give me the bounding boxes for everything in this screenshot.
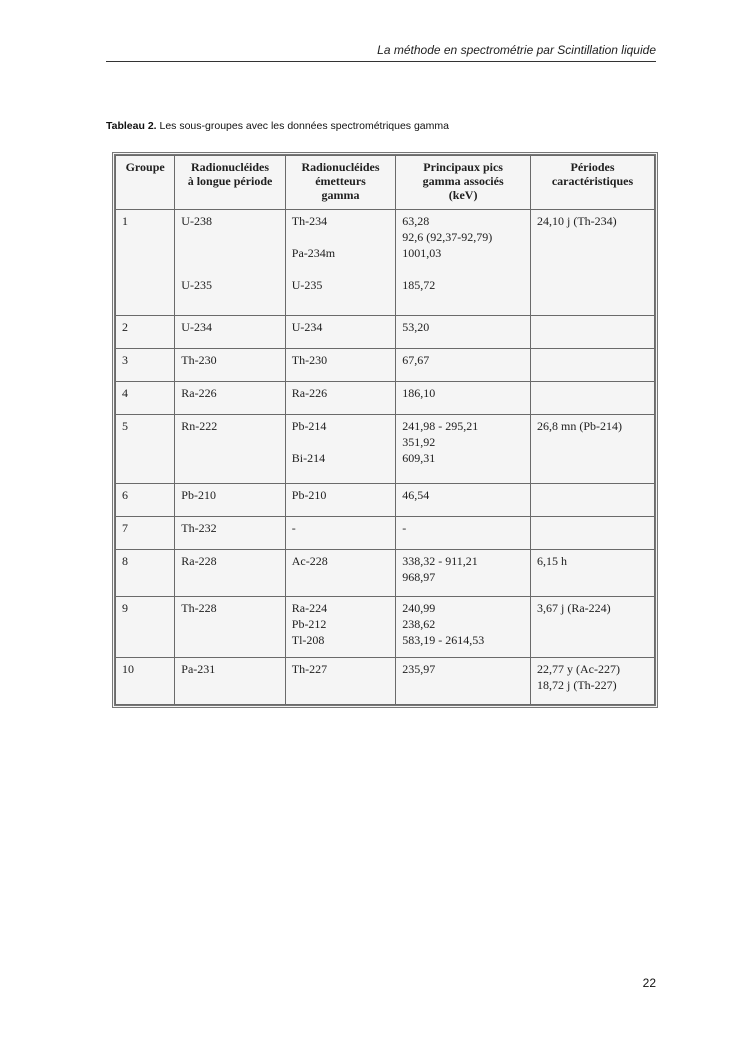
cell-pics <box>396 210 531 316</box>
table-header-row <box>116 156 655 210</box>
header-rule <box>106 61 656 62</box>
cell-groupe <box>116 484 175 517</box>
cell-line: Th-234 <box>291 214 328 228</box>
cell-line: 22,77 y (Ac-227) <box>537 662 620 677</box>
header-periodes: Périodes caractéristiques <box>531 156 655 210</box>
cell-line: 67,67 <box>402 352 430 367</box>
cell-line: 238,62 <box>402 616 436 631</box>
table-row <box>116 550 655 597</box>
cell-line: 53,20 <box>402 319 430 334</box>
cell-line: 235,97 <box>402 662 436 677</box>
cell-line: Th-230 <box>181 352 217 367</box>
cell-line: 1 <box>122 214 128 228</box>
cell-line: 1001,03 <box>402 246 442 260</box>
cell-line: 5 <box>122 418 128 433</box>
table-row <box>116 315 655 348</box>
cell-line <box>292 434 389 450</box>
cell-groupe <box>116 348 175 381</box>
cell-pics <box>396 596 531 657</box>
cell-line: Ra-228 <box>181 554 217 569</box>
cell-line: 351,92 <box>402 434 436 449</box>
cell-longue-periode <box>175 414 285 484</box>
cell-line: 3 <box>122 352 128 367</box>
table-row <box>116 348 655 381</box>
cell-periodes <box>531 550 655 597</box>
cell-groupe <box>116 414 175 484</box>
cell-pics <box>396 315 531 348</box>
cell-groupe <box>116 381 175 414</box>
header-emetteurs-gamma: Radionucléides émetteurs gamma <box>285 156 395 210</box>
scanned-table-image <box>112 152 658 708</box>
cell-line: Ra-224 <box>291 600 328 615</box>
table-row <box>116 414 655 484</box>
cell-line: 583,19 - 2614,53 <box>402 632 485 647</box>
cell-line: 10 <box>122 662 134 677</box>
cell-periodes <box>531 315 655 348</box>
cell-line: 3,67 j (Ra-224) <box>537 600 611 615</box>
header-pics-gamma: Principaux pics gamma associés (keV) <box>396 156 531 210</box>
cell-line: - <box>402 521 407 536</box>
cell-line: U-235 <box>291 278 323 292</box>
cell-emetteurs <box>285 517 395 550</box>
cell-line: Rn-222 <box>181 418 218 433</box>
cell-longue-periode <box>175 381 285 414</box>
cell-emetteurs <box>285 210 395 316</box>
cell-emetteurs <box>285 381 395 414</box>
cell-groupe <box>116 210 175 316</box>
table-row <box>116 517 655 550</box>
cell-line <box>181 229 278 245</box>
cell-line: Th-228 <box>181 600 217 615</box>
cell-emetteurs <box>285 348 395 381</box>
cell-groupe <box>116 596 175 657</box>
cell-longue-periode <box>175 484 285 517</box>
cell-periodes <box>531 414 655 484</box>
cell-line: Pb-210 <box>181 488 216 503</box>
cell-pics <box>396 348 531 381</box>
cell-emetteurs <box>285 658 395 705</box>
cell-groupe <box>116 315 175 348</box>
cell-pics <box>396 484 531 517</box>
cell-line: 186,10 <box>402 385 436 400</box>
cell-emetteurs <box>285 315 395 348</box>
table-row <box>116 381 655 414</box>
cell-pics <box>396 550 531 597</box>
cell-periodes <box>531 348 655 381</box>
gamma-data-table <box>115 155 655 705</box>
cell-line: 8 <box>122 554 128 569</box>
cell-longue-periode <box>175 315 285 348</box>
cell-line: 24,10 j (Th-234) <box>537 214 617 228</box>
cell-line: 46,54 <box>402 488 430 503</box>
cell-line: 338,32 - 911,21 <box>402 554 478 569</box>
table-caption-text: Les sous-groupes avec les données spectrométriques gamma <box>156 120 449 132</box>
table-caption-label: Tableau 2. <box>106 120 157 132</box>
table-row <box>116 210 655 316</box>
cell-periodes <box>531 517 655 550</box>
cell-groupe <box>116 550 175 597</box>
cell-groupe <box>116 658 175 705</box>
table-row <box>116 596 655 657</box>
cell-longue-periode <box>175 210 285 316</box>
cell-line: U-234 <box>181 319 212 334</box>
cell-line <box>402 261 524 277</box>
cell-emetteurs <box>285 414 395 484</box>
cell-line <box>181 261 278 277</box>
cell-periodes <box>531 484 655 517</box>
cell-line: - <box>291 521 296 536</box>
page-number: 22 <box>642 976 656 990</box>
cell-emetteurs <box>285 550 395 597</box>
cell-line <box>537 352 648 368</box>
cell-pics <box>396 381 531 414</box>
cell-longue-periode <box>175 517 285 550</box>
cell-line: Pb-214 <box>291 418 327 433</box>
table-row <box>116 484 655 517</box>
table-caption <box>106 120 449 132</box>
header-groupe: Groupe <box>116 156 175 210</box>
cell-line: 7 <box>122 521 128 536</box>
cell-periodes <box>531 596 655 657</box>
cell-line <box>537 520 648 536</box>
cell-line: 26,8 mn (Pb-214) <box>537 418 622 433</box>
cell-line: 6,15 h <box>537 554 567 569</box>
cell-longue-periode <box>175 596 285 657</box>
table-row <box>116 658 655 705</box>
cell-line: 63,28 <box>402 214 430 228</box>
cell-line: 6 <box>122 488 128 503</box>
cell-line: 241,98 - 295,21 <box>402 418 479 433</box>
cell-line: 968,97 <box>402 570 436 585</box>
cell-line: Pb-210 <box>291 488 327 503</box>
cell-line: 609,31 <box>402 450 436 465</box>
cell-longue-periode <box>175 550 285 597</box>
cell-line: Ra-226 <box>291 385 328 400</box>
cell-line: Th-227 <box>291 662 328 677</box>
cell-line <box>537 385 648 401</box>
header-longue-periode: Radionucléides à longue période <box>175 156 285 210</box>
table-body <box>116 210 655 705</box>
cell-pics <box>396 517 531 550</box>
cell-emetteurs <box>285 596 395 657</box>
cell-pics <box>396 658 531 705</box>
cell-pics <box>396 414 531 484</box>
running-header: La méthode en spectrométrie par Scintillation liquide <box>377 43 656 57</box>
cell-emetteurs <box>285 484 395 517</box>
cell-line: U-238 <box>181 214 212 228</box>
cell-line <box>292 261 389 277</box>
cell-line <box>181 245 278 261</box>
cell-line: Pa-231 <box>181 662 216 677</box>
cell-line: U-234 <box>291 319 323 334</box>
cell-line: Bi-214 <box>291 450 326 465</box>
cell-line: 185,72 <box>402 278 436 292</box>
cell-line: Th-230 <box>291 352 328 367</box>
cell-line: U-235 <box>181 278 212 292</box>
cell-periodes <box>531 210 655 316</box>
cell-line <box>292 229 389 245</box>
cell-line <box>537 487 648 503</box>
cell-line: Pa-234m <box>291 246 336 260</box>
cell-line: Ac-228 <box>291 554 328 569</box>
cell-line: Th-232 <box>181 521 217 536</box>
cell-periodes <box>531 381 655 414</box>
cell-longue-periode <box>175 348 285 381</box>
cell-line: 9 <box>122 600 128 615</box>
cell-line: Pb-212 <box>291 616 327 631</box>
cell-line <box>537 319 648 335</box>
cell-groupe <box>116 517 175 550</box>
cell-line: 240,99 <box>402 600 436 615</box>
cell-line: 2 <box>122 319 128 334</box>
cell-periodes <box>531 658 655 705</box>
cell-line: Tl-208 <box>291 632 325 647</box>
cell-line: 4 <box>122 385 128 400</box>
cell-line: 92,6 (92,37-92,79) <box>402 230 493 244</box>
cell-longue-periode <box>175 658 285 705</box>
cell-line: 18,72 j (Th-227) <box>537 678 617 693</box>
cell-line: Ra-226 <box>181 385 217 400</box>
